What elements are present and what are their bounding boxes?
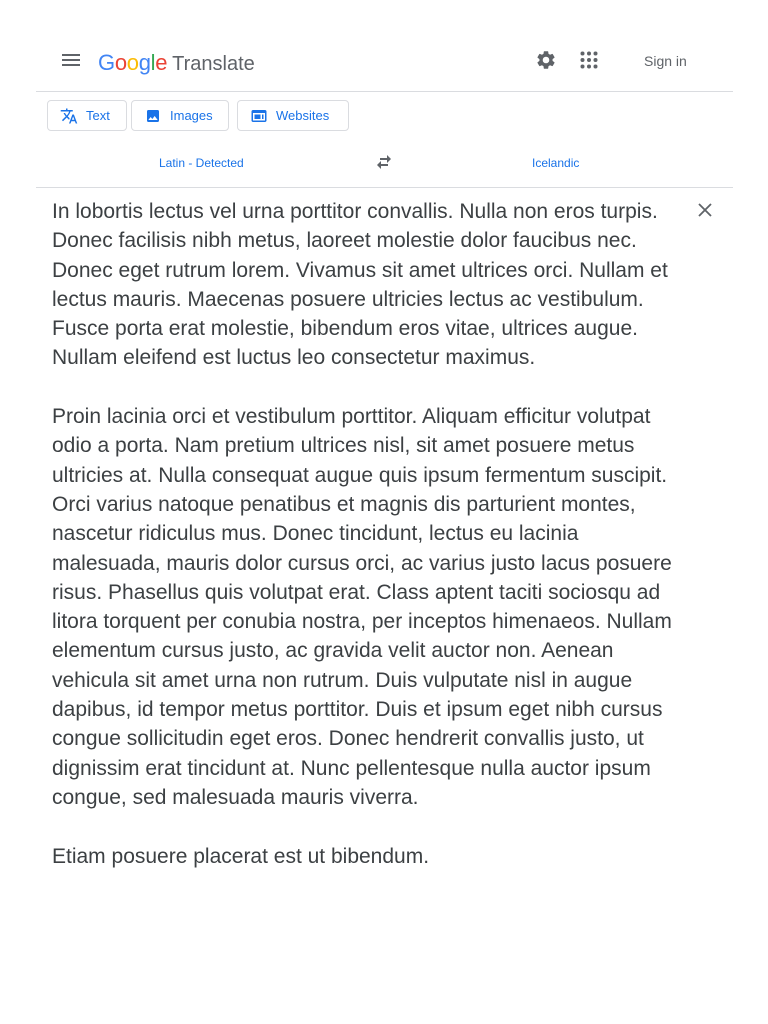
source-language-button[interactable]: Latin - Detected [159, 156, 244, 170]
tab-websites[interactable] [237, 100, 349, 131]
language-bar [36, 140, 733, 188]
source-text-input[interactable]: In lobortis lectus vel urna porttitor convallis. Nulla non eros turpis. Donec facilisis nibh metus, laoreet molestie dolor faucibus nec. Donec eget rutrum lorem. Vivamus sit amet ultrices orci. Nullam et lectus mauris. Maecenas posuere ultricies lectus ac vestibulum. Fusce porta erat molestie, bibendum eros vitae, ultrices augue. Nullam eleifend est luctus leo consectetur maximus. Proin lacinia orci et vestibulum porttitor. Aliquam efficitur volutpat odio a porta. Nam pretium ultrices nisl, sit amet posuere metus ultricies at. Nulla consequat augue quis ipsum fermentum suscipit. Orci varius natoque penatibus et magnis dis parturient montes, nascetur ridiculus mus. Donec tincidunt, lectus eu lacinia malesuada, mauris dolor cursus orci, ac varius justo lacus posuere risus. Phasellus quis volutpat erat. Class aptent taciti sociosqu ad litora torquent per conubia nostra, per inceptos himenaeos. Nullam elementum cursus justo, ac gravida velit auctor non. Aenean vehicula sit amet urna non rutrum. Duis vulputate nisl in augue dapibus, id tempor metus porttitor. Duis et ipsum eget nibh cursus congue sollicitudin eget eros. Donec hendrerit convallis justo, ut dignissim erat tincidunt at. Nunc pellentesque nulla auctor ipsum congue, sed malesuada mauris viverra. Etiam posuere placerat est ut bibendum. [52, 200, 672, 868]
menu-icon [62, 53, 80, 71]
tab-text-label: Text [86, 108, 110, 123]
brand-letter: e [155, 50, 168, 75]
app-header [36, 34, 733, 92]
gear-icon [535, 49, 557, 76]
tab-images-label: Images [170, 108, 213, 123]
apps-grid-icon [580, 51, 598, 74]
swap-languages-button[interactable] [373, 153, 395, 175]
swap-arrows-icon [374, 154, 394, 175]
brand-letter: G [98, 50, 115, 75]
image-icon [144, 107, 162, 125]
tab-text[interactable] [47, 100, 127, 131]
sign-in-link[interactable]: Sign in [644, 53, 687, 69]
tab-images[interactable] [131, 100, 229, 131]
brand-letter: o [126, 50, 139, 75]
product-name: Translate [172, 53, 255, 75]
brand-letter: o [114, 50, 127, 75]
website-icon [250, 107, 268, 125]
tab-websites-label: Websites [276, 108, 330, 123]
main-menu-button[interactable] [56, 50, 86, 74]
translate-icon [60, 107, 78, 125]
clear-source-text-button[interactable] [694, 201, 716, 223]
brand-letter: g [138, 50, 151, 75]
google-translate-logo[interactable] [98, 50, 255, 78]
google-apps-button[interactable] [577, 50, 601, 74]
brand-letter: l [150, 50, 156, 75]
settings-button[interactable] [534, 50, 558, 74]
target-language-button[interactable]: Icelandic [532, 156, 580, 170]
close-icon [698, 203, 712, 222]
